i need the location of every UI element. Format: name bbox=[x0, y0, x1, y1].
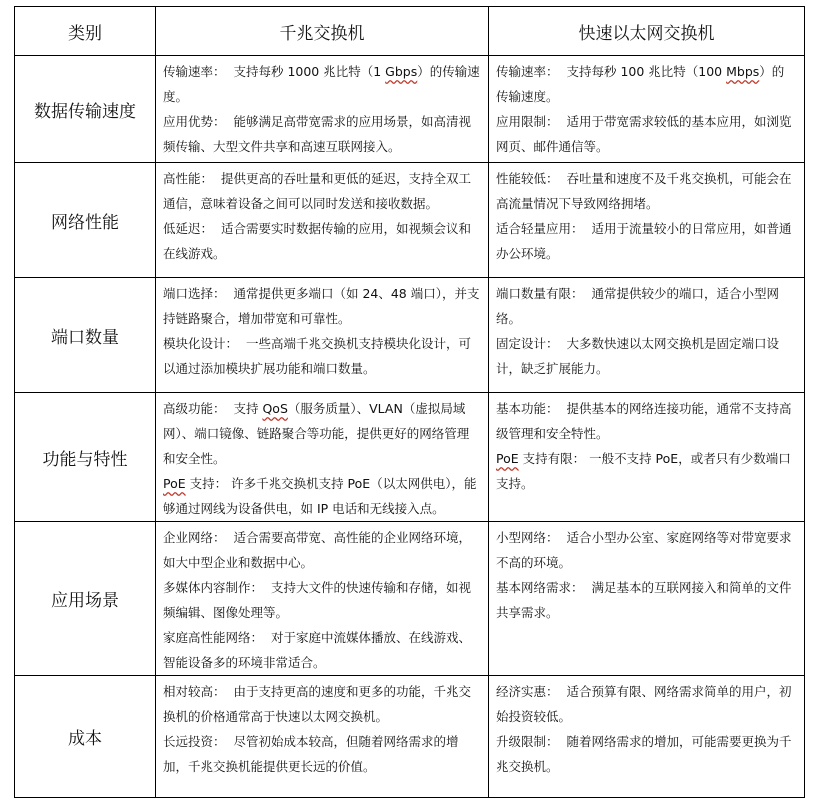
cell-paragraph bbox=[163, 109, 480, 159]
cell-paragraph bbox=[163, 729, 480, 779]
cell-paragraph bbox=[163, 396, 480, 471]
cell-paragraph bbox=[496, 166, 796, 216]
gigabit-cell bbox=[156, 163, 489, 278]
category-cell: 网络性能 bbox=[15, 163, 156, 278]
paragraph-text: ）的传输速度。 bbox=[163, 64, 480, 104]
paragraph-label: 高性能： bbox=[163, 171, 214, 186]
paragraph-label: 端口选择： bbox=[163, 286, 226, 301]
paragraph-label: 模块化设计： bbox=[163, 336, 239, 351]
cell-paragraph bbox=[163, 471, 480, 521]
cell-paragraph bbox=[163, 679, 480, 729]
category-cell: 数据传输速度 bbox=[15, 56, 156, 163]
paragraph-label: 长远投资： bbox=[163, 734, 226, 749]
cell-paragraph bbox=[163, 281, 480, 331]
gigabit-cell bbox=[156, 278, 489, 393]
header-row bbox=[15, 7, 805, 56]
paragraph-label: 基本功能： bbox=[496, 401, 559, 416]
paragraph-text: 尽管初始成本较高，但随着网络需求的增加，千兆交换机能提供更长远的价值。 bbox=[163, 734, 459, 774]
paragraph-label: 升级限制： bbox=[496, 734, 559, 749]
category-cell: 成本 bbox=[15, 676, 156, 798]
cell-paragraph bbox=[163, 216, 480, 266]
paragraph-text: 支持每秒 100 兆比特（100 bbox=[566, 64, 727, 79]
paragraph-text: 适合小型办公室、家庭网络等对带宽要求不高的环境。 bbox=[496, 530, 792, 570]
cell-paragraph bbox=[163, 625, 480, 675]
paragraph-label: 应用限制： bbox=[496, 114, 559, 129]
paragraph-text: 适用于流量较小的日常应用，如普通办公环境。 bbox=[496, 221, 792, 261]
fast-cell bbox=[489, 393, 805, 522]
paragraph-text: 能够满足高带宽需求的应用场景，如高清视频传输、大型文件共享和高速互联网接入。 bbox=[163, 114, 471, 154]
paragraph-text: 适合预算有限、网络需求简单的用户，初始投资较低。 bbox=[496, 684, 792, 724]
cell-paragraph bbox=[163, 331, 480, 381]
category-cell: 应用场景 bbox=[15, 522, 156, 676]
category-cell: 端口数量 bbox=[15, 278, 156, 393]
cell-paragraph bbox=[496, 109, 796, 159]
paragraph-text: 支持有限： 一般不支持 PoE，或者只有少数端口支持。 bbox=[496, 451, 791, 491]
paragraph-text: 随着网络需求的增加，可能需要更换为千兆交换机。 bbox=[496, 734, 792, 774]
paragraph-text: （服务质量）、VLAN（虚拟局域网）、端口镜像、链路聚合等功能，提供更好的网络管理和安全性。 bbox=[163, 401, 470, 466]
table-row bbox=[15, 393, 805, 522]
paragraph-text: 支持大文件的快速传输和存储，如视频编辑、图像处理等。 bbox=[163, 580, 471, 620]
table-row bbox=[15, 522, 805, 676]
paragraph-label: 小型网络： bbox=[496, 530, 559, 545]
category-cell: 功能与特性 bbox=[15, 393, 156, 522]
paragraph-label: 性能较低： bbox=[496, 171, 559, 186]
paragraph-text: 一些高端千兆交换机支持模块化设计，可以通过添加模块扩展功能和端口数量。 bbox=[163, 336, 471, 376]
table-row bbox=[15, 56, 805, 163]
paragraph-label: 相对较高： bbox=[163, 684, 226, 699]
paragraph-label: 适合轻量应用： bbox=[496, 221, 584, 236]
paragraph-text: 支持 bbox=[233, 401, 263, 416]
paragraph-label: 高级功能： bbox=[163, 401, 226, 416]
cell-paragraph bbox=[496, 575, 796, 625]
paragraph-label: 传输速率： bbox=[496, 64, 559, 79]
cell-paragraph bbox=[496, 729, 796, 779]
paragraph-label: 多媒体内容制作： bbox=[163, 580, 264, 595]
gigabit-cell bbox=[156, 522, 489, 676]
paragraph-text: 吞吐量和速度不及千兆交换机，可能会在高流量情况下导致网络拥堵。 bbox=[496, 171, 792, 211]
paragraph-term: PoE bbox=[496, 451, 519, 466]
gigabit-cell bbox=[156, 56, 489, 163]
fast-cell bbox=[489, 278, 805, 393]
header-fast: 快速以太网交换机 bbox=[489, 7, 805, 56]
paragraph-text: 通常提供较少的端口，适合小型网络。 bbox=[496, 286, 779, 326]
cell-paragraph bbox=[496, 216, 796, 266]
cell-paragraph bbox=[163, 575, 480, 625]
gigabit-cell bbox=[156, 393, 489, 522]
comparison-table bbox=[14, 6, 805, 798]
paragraph-text: 支持每秒 1000 兆比特（1 bbox=[233, 64, 386, 79]
cell-paragraph bbox=[163, 166, 480, 216]
paragraph-term: Mbps bbox=[726, 64, 760, 79]
header-category: 类别 bbox=[15, 7, 156, 56]
paragraph-label: 家庭高性能网络： bbox=[163, 630, 264, 645]
gigabit-cell bbox=[156, 676, 489, 798]
paragraph-text: 通常提供更多端口（如 24、48 端口），并支持链路聚合，增加带宽和可靠性。 bbox=[163, 286, 480, 326]
paragraph-text: 对于家庭中流媒体播放、在线游戏、智能设备多的环境非常适合。 bbox=[163, 630, 471, 670]
paragraph-text: 适合需要实时数据传输的应用，如视频会议和在线游戏。 bbox=[163, 221, 471, 261]
paragraph-text: 大多数快速以太网交换机是固定端口设计，缺乏扩展能力。 bbox=[496, 336, 779, 376]
paragraph-term: Gbps bbox=[385, 64, 418, 79]
paragraph-term: PoE bbox=[163, 476, 186, 491]
cell-paragraph bbox=[496, 59, 796, 109]
paragraph-label: 固定设计： bbox=[496, 336, 559, 351]
table-row bbox=[15, 163, 805, 278]
paragraph-label: 经济实惠： bbox=[496, 684, 559, 699]
paragraph-label: 传输速率： bbox=[163, 64, 226, 79]
paragraph-text: 提供更高的吞吐量和更低的延迟，支持全双工通信，意味着设备之间可以同时发送和接收数据。 bbox=[163, 171, 471, 211]
table-row bbox=[15, 676, 805, 798]
table-row bbox=[15, 278, 805, 393]
paragraph-label: 应用优势： bbox=[163, 114, 226, 129]
paragraph-label: 端口数量有限： bbox=[496, 286, 584, 301]
paragraph-label: 低延迟： bbox=[163, 221, 214, 236]
paragraph-text: 适用于带宽需求较低的基本应用，如浏览网页、邮件通信等。 bbox=[496, 114, 792, 154]
cell-paragraph bbox=[496, 331, 796, 381]
paragraph-label: 企业网络： bbox=[163, 530, 226, 545]
cell-paragraph bbox=[163, 525, 480, 575]
paragraph-text: ）的传输速度。 bbox=[496, 64, 785, 104]
cell-paragraph bbox=[496, 446, 796, 496]
fast-cell bbox=[489, 56, 805, 163]
fast-cell bbox=[489, 676, 805, 798]
paragraph-text: 支持： 许多千兆交换机支持 PoE（以太网供电），能够通过网线为设备供电，如 IP 电话和无线接入点。 bbox=[163, 476, 477, 516]
fast-cell bbox=[489, 163, 805, 278]
paragraph-text: 由于支持更高的速度和更多的功能，千兆交换机的价格通常高于快速以太网交换机。 bbox=[163, 684, 471, 724]
paragraph-text: 提供基本的网络连接功能，通常不支持高级管理和安全特性。 bbox=[496, 401, 792, 441]
cell-paragraph bbox=[163, 59, 480, 109]
paragraph-text: 适合需要高带宽、高性能的企业网络环境，如大中型企业和数据中心。 bbox=[163, 530, 471, 570]
cell-paragraph bbox=[496, 396, 796, 446]
cell-paragraph bbox=[496, 679, 796, 729]
fast-cell bbox=[489, 522, 805, 676]
cell-paragraph bbox=[496, 281, 796, 331]
header-gigabit: 千兆交换机 bbox=[156, 7, 489, 56]
cell-paragraph bbox=[496, 525, 796, 575]
paragraph-term: QoS bbox=[262, 401, 288, 416]
paragraph-label: 基本网络需求： bbox=[496, 580, 584, 595]
paragraph-text: 满足基本的互联网接入和简单的文件共享需求。 bbox=[496, 580, 792, 620]
